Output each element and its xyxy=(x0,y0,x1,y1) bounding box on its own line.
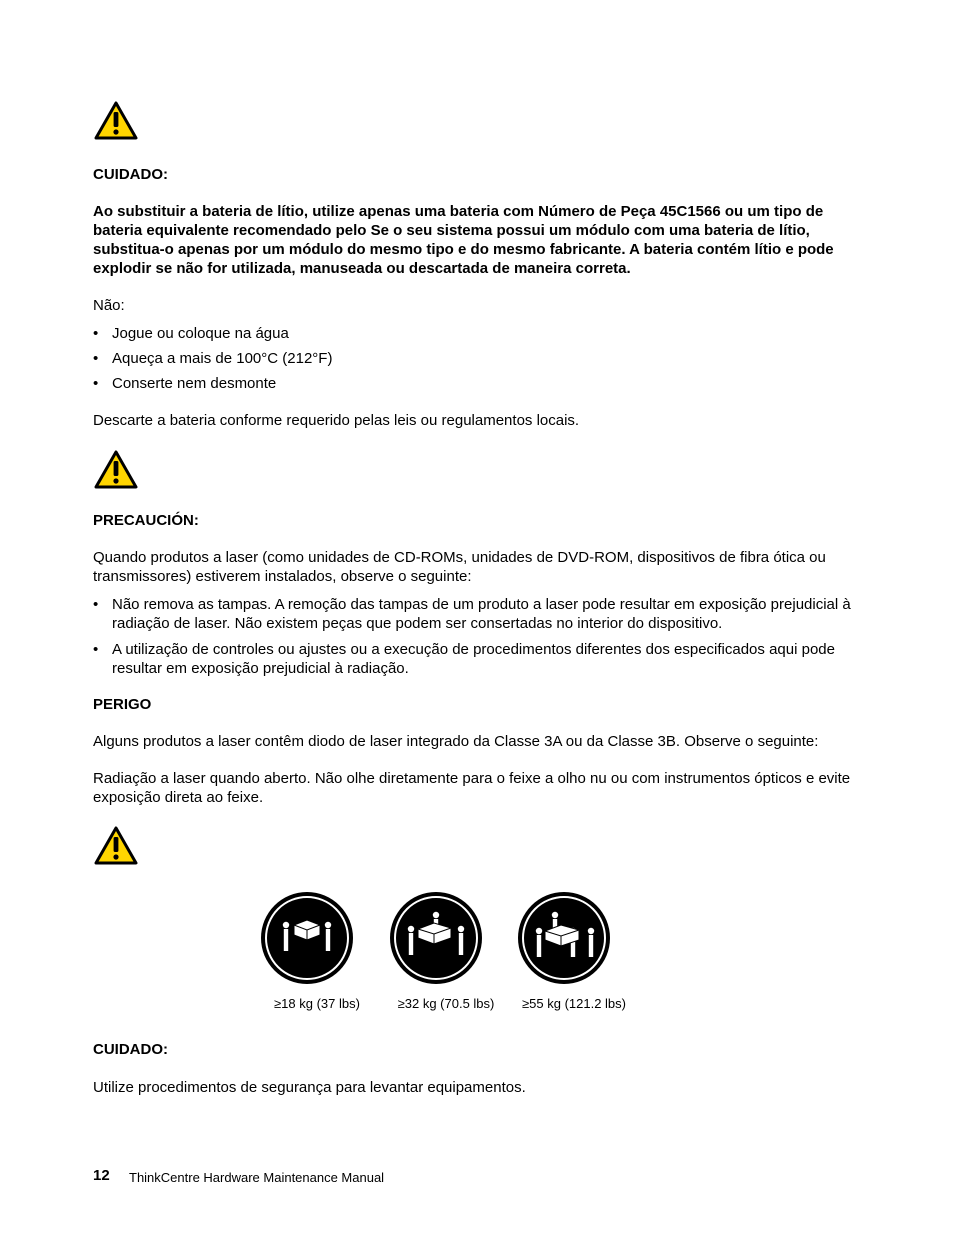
precaution-heading: PRECAUCIÓN: xyxy=(93,512,199,529)
warning-triangle-icon xyxy=(94,100,138,140)
disposal-text: Descarte a bateria conforme requerido pelas leis ou regulamentos locais. xyxy=(93,412,580,429)
danger-heading: PERIGO xyxy=(93,696,152,713)
danger-text-1: Alguns produtos a laser contêm diodo de laser integrado da Classe 3A ou da Classe 3B. Observe o seguinte: xyxy=(93,733,819,750)
list-item: • Aqueça a mais de 100°C (212°F) xyxy=(93,350,333,367)
do-not-list xyxy=(93,324,853,393)
lifting-caution-heading: CUIDADO: xyxy=(93,1041,168,1058)
manual-title: ThinkCentre Hardware Maintenance Manual xyxy=(129,1170,385,1185)
list-item: • Não remova as tampas. A remoção das tampas de um produto a laser pode resultar em exposição prejudicial à radiação de laser. Não existem peças que podem ser consertadas no interior do dispositivo. xyxy=(93,596,851,632)
battery-warning-text: Ao substituir a bateria de lítio, utilize apenas uma bateria com Número de Peça 45C1566 ou um tipo de bateria equivalente recomendado pelo Se o seu sistema possui um módulo com uma bateria de lítio, substitua-o apenas por um módulo do mesmo tipo e do mesmo fabricante. A bateria contém lítio e pode explodir se não for utilizada, manuseada ou descartada de maneira correta. xyxy=(93,203,834,277)
two-person-lift-icon xyxy=(260,891,354,985)
lift-caption-32kg: ≥32 kg (70.5 lbs) xyxy=(397,996,495,1011)
lifting-text: Utilize procedimentos de segurança para levantar equipamentos. xyxy=(93,1079,526,1096)
warning-triangle-icon xyxy=(94,449,138,489)
page-number: 12 xyxy=(93,1167,110,1184)
list-item: • Conserte nem desmonte xyxy=(93,375,277,392)
laser-list xyxy=(93,595,853,678)
three-person-lift-icon xyxy=(389,891,483,985)
lift-caption-55kg: ≥55 kg (121.2 lbs) xyxy=(522,996,626,1011)
do-not-intro: Não: xyxy=(93,297,125,314)
danger-text-2: Radiação a laser quando aberto. Não olhe diretamente para o feixe a olho nu ou com instrumentos ópticos e evite exposição direta ao feixe. xyxy=(93,770,851,806)
laser-intro: Quando produtos a laser (como unidades de CD-ROMs, unidades de DVD-ROM, dispositivos de fibra ótica ou transmissores) estiverem instalados, observe o seguinte: xyxy=(93,549,826,585)
list-item: • Jogue ou coloque na água xyxy=(93,325,289,342)
warning-triangle-icon xyxy=(94,825,138,865)
lift-caption-18kg: ≥18 kg (37 lbs) xyxy=(274,996,360,1011)
caution-heading: CUIDADO: xyxy=(93,166,168,183)
list-item: • A utilização de controles ou ajustes ou a execução de procedimentos diferentes dos especificados aqui pode resultar em exposição prejudicial à radiação. xyxy=(93,641,835,677)
four-person-lift-icon xyxy=(517,891,611,985)
